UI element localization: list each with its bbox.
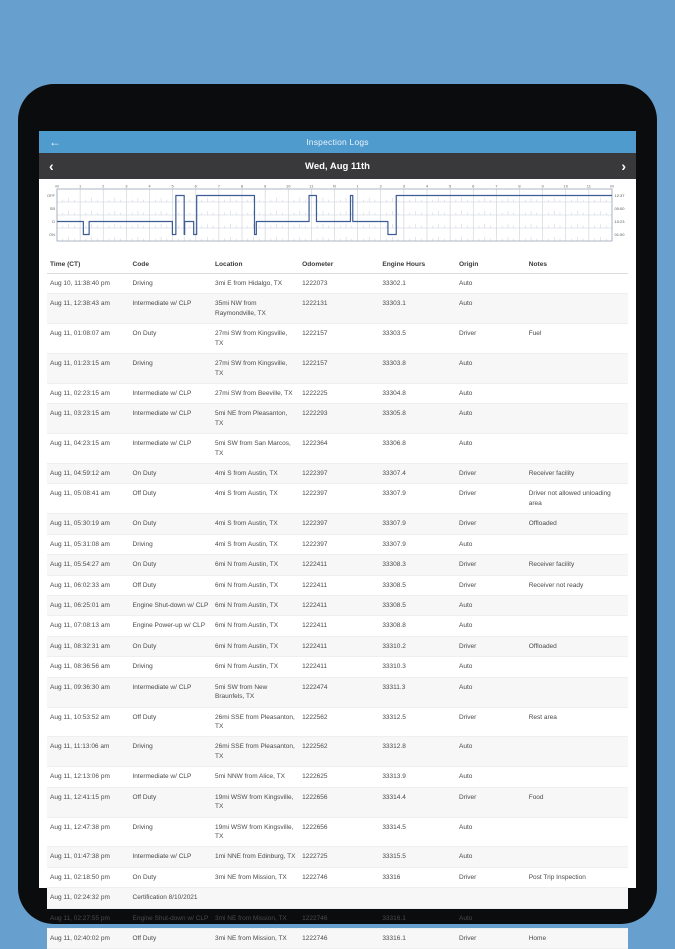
svg-text:8: 8 bbox=[240, 183, 244, 189]
svg-text:ON: ON bbox=[49, 231, 55, 237]
cell-origin: Auto bbox=[456, 767, 526, 787]
cell-time: Aug 11, 06:02:33 am bbox=[47, 575, 130, 595]
cell-engine-hours: 33307.9 bbox=[379, 514, 456, 534]
cell-engine-hours bbox=[379, 888, 456, 908]
cell-code: Driving bbox=[130, 274, 213, 294]
cell-location bbox=[212, 888, 299, 908]
cell-code: Intermediate w/ CLP bbox=[130, 767, 213, 787]
app-screen bbox=[39, 131, 636, 943]
column-header-odometer: Odometer bbox=[299, 256, 379, 274]
table-row[interactable] bbox=[47, 274, 628, 294]
cell-time: Aug 11, 02:24:32 pm bbox=[47, 888, 130, 908]
svg-text:00:00: 00:00 bbox=[614, 205, 625, 211]
cell-code: Driving bbox=[130, 737, 213, 767]
cell-odometer: 1222725 bbox=[299, 847, 379, 867]
cell-notes bbox=[526, 274, 628, 294]
cell-notes bbox=[526, 616, 628, 636]
table-row[interactable] bbox=[47, 294, 628, 324]
cell-code: Driving bbox=[130, 657, 213, 677]
cell-odometer: 1222225 bbox=[299, 383, 379, 403]
cell-engine-hours: 33310.3 bbox=[379, 657, 456, 677]
cell-notes bbox=[526, 434, 628, 464]
logs-table-header bbox=[47, 256, 628, 274]
cell-origin: Driver bbox=[456, 555, 526, 575]
cell-location: 1mi NNE from Edinburg, TX bbox=[212, 847, 299, 867]
cell-engine-hours: 33314.5 bbox=[379, 817, 456, 847]
cell-engine-hours: 33306.8 bbox=[379, 434, 456, 464]
cell-notes: Food bbox=[526, 787, 628, 817]
cell-code: Off Duty bbox=[130, 787, 213, 817]
table-row[interactable] bbox=[47, 867, 628, 887]
cell-code: On Duty bbox=[130, 555, 213, 575]
cell-odometer: 1222397 bbox=[299, 464, 379, 484]
table-row[interactable] bbox=[47, 434, 628, 464]
cell-code: Intermediate w/ CLP bbox=[130, 677, 213, 707]
cell-odometer: 1222364 bbox=[299, 434, 379, 464]
cell-engine-hours: 33302.1 bbox=[379, 274, 456, 294]
cell-time: Aug 11, 08:36:56 am bbox=[47, 657, 130, 677]
cell-odometer bbox=[299, 888, 379, 908]
svg-text:M: M bbox=[55, 183, 59, 189]
table-row[interactable] bbox=[47, 404, 628, 434]
cell-engine-hours: 33307.9 bbox=[379, 484, 456, 514]
cell-engine-hours: 33316 bbox=[379, 867, 456, 887]
column-header-origin: Origin bbox=[456, 256, 526, 274]
cell-odometer: 1222411 bbox=[299, 575, 379, 595]
cell-notes: Receiver not ready bbox=[526, 575, 628, 595]
cell-notes bbox=[526, 354, 628, 384]
cell-odometer: 1222131 bbox=[299, 294, 379, 324]
cell-code: Intermediate w/ CLP bbox=[130, 847, 213, 867]
cell-location: 6mi N from Austin, TX bbox=[212, 657, 299, 677]
cell-location: 5mi NE from Pleasanton, TX bbox=[212, 404, 299, 434]
cell-location: 5mi SW from New Braunfels, TX bbox=[212, 677, 299, 707]
cell-origin: Auto bbox=[456, 434, 526, 464]
cell-notes bbox=[526, 294, 628, 324]
cell-notes: Post Trip Inspection bbox=[526, 867, 628, 887]
cell-location: 5mi SW from San Marcos, TX bbox=[212, 434, 299, 464]
column-header-time: Time (CT) bbox=[47, 256, 130, 274]
cell-time: Aug 11, 02:18:50 pm bbox=[47, 867, 130, 887]
cell-origin bbox=[456, 888, 526, 908]
svg-text:N: N bbox=[333, 183, 336, 189]
cell-engine-hours: 33314.4 bbox=[379, 787, 456, 817]
cell-notes bbox=[526, 404, 628, 434]
table-row[interactable] bbox=[47, 555, 628, 575]
cell-time: Aug 11, 04:59:12 am bbox=[47, 464, 130, 484]
cell-origin: Driver bbox=[456, 636, 526, 656]
previous-day-button[interactable]: ‹ bbox=[49, 158, 54, 174]
table-row[interactable] bbox=[47, 929, 628, 949]
table-row[interactable] bbox=[47, 737, 628, 767]
cell-code: Intermediate w/ CLP bbox=[130, 434, 213, 464]
cell-odometer: 1222073 bbox=[299, 274, 379, 294]
cell-engine-hours: 33308.5 bbox=[379, 596, 456, 616]
cell-odometer: 1222397 bbox=[299, 534, 379, 554]
table-row[interactable] bbox=[47, 596, 628, 616]
cell-odometer: 1222397 bbox=[299, 484, 379, 514]
table-row[interactable] bbox=[47, 616, 628, 636]
table-row[interactable] bbox=[47, 657, 628, 677]
cell-location: 3mi NE from Mission, TX bbox=[212, 867, 299, 887]
cell-odometer: 1222293 bbox=[299, 404, 379, 434]
cell-engine-hours: 33311.3 bbox=[379, 677, 456, 707]
cell-notes: Offloaded bbox=[526, 514, 628, 534]
svg-text:01:00: 01:00 bbox=[614, 231, 625, 237]
cell-engine-hours: 33308.3 bbox=[379, 555, 456, 575]
page-title: Inspection Logs bbox=[306, 137, 369, 147]
cell-engine-hours: 33303.8 bbox=[379, 354, 456, 384]
cell-time: Aug 11, 01:47:38 pm bbox=[47, 847, 130, 867]
svg-text:9: 9 bbox=[541, 183, 544, 189]
cell-location: 6mi N from Austin, TX bbox=[212, 596, 299, 616]
svg-text:8: 8 bbox=[518, 183, 521, 189]
cell-odometer: 1222625 bbox=[299, 767, 379, 787]
cell-time: Aug 11, 12:47:38 pm bbox=[47, 817, 130, 847]
cell-odometer: 1222411 bbox=[299, 657, 379, 677]
cell-odometer: 1222562 bbox=[299, 707, 379, 737]
cell-code: On Duty bbox=[130, 464, 213, 484]
cell-time: Aug 11, 06:25:01 am bbox=[47, 596, 130, 616]
cell-engine-hours: 33316.1 bbox=[379, 908, 456, 928]
cell-location: 4mi S from Austin, TX bbox=[212, 514, 299, 534]
cell-origin: Auto bbox=[456, 657, 526, 677]
svg-text:1: 1 bbox=[79, 183, 82, 189]
svg-text:3: 3 bbox=[402, 183, 405, 189]
cell-time: Aug 11, 12:13:06 pm bbox=[47, 767, 130, 787]
svg-text:3: 3 bbox=[125, 183, 128, 189]
cell-origin: Driver bbox=[456, 324, 526, 354]
cell-location: 6mi N from Austin, TX bbox=[212, 616, 299, 636]
logs-table bbox=[47, 256, 628, 949]
cell-odometer: 1222411 bbox=[299, 555, 379, 575]
cell-time: Aug 11, 05:30:19 am bbox=[47, 514, 130, 534]
cell-code: Off Duty bbox=[130, 575, 213, 595]
cell-engine-hours: 33307.9 bbox=[379, 534, 456, 554]
cell-notes: Receiver facility bbox=[526, 555, 628, 575]
svg-text:M: M bbox=[610, 183, 614, 189]
table-row[interactable] bbox=[47, 908, 628, 928]
cell-time: Aug 11, 02:40:02 pm bbox=[47, 929, 130, 949]
cell-origin: Auto bbox=[456, 534, 526, 554]
svg-text:4: 4 bbox=[148, 183, 151, 189]
cell-origin: Auto bbox=[456, 354, 526, 384]
cell-origin: Auto bbox=[456, 737, 526, 767]
table-row[interactable] bbox=[47, 677, 628, 707]
cell-engine-hours: 33312.8 bbox=[379, 737, 456, 767]
cell-code: Certification 8/10/2021 bbox=[130, 888, 213, 908]
cell-engine-hours: 33305.8 bbox=[379, 404, 456, 434]
cell-notes: Receiver facility bbox=[526, 464, 628, 484]
svg-text:5: 5 bbox=[171, 183, 174, 189]
cell-notes bbox=[526, 908, 628, 928]
cell-location: 5mi NNW from Alice, TX bbox=[212, 767, 299, 787]
cell-code: Driving bbox=[130, 354, 213, 384]
cell-location: 27mi SW from Kingsville, TX bbox=[212, 354, 299, 384]
cell-engine-hours: 33303.1 bbox=[379, 294, 456, 324]
cell-origin: Driver bbox=[456, 867, 526, 887]
cell-code: Intermediate w/ CLP bbox=[130, 404, 213, 434]
cell-odometer: 1222411 bbox=[299, 596, 379, 616]
cell-odometer: 1222157 bbox=[299, 354, 379, 384]
table-row[interactable] bbox=[47, 464, 628, 484]
column-header-location: Location bbox=[212, 256, 299, 274]
svg-text:10:23: 10:23 bbox=[614, 218, 625, 224]
cell-time: Aug 11, 01:23:15 am bbox=[47, 354, 130, 384]
cell-location: 27mi SW from Beeville, TX bbox=[212, 383, 299, 403]
cell-location: 4mi S from Austin, TX bbox=[212, 464, 299, 484]
cell-code: Off Duty bbox=[130, 484, 213, 514]
hos-log-chart bbox=[39, 179, 636, 252]
cell-notes bbox=[526, 847, 628, 867]
cell-origin: Driver bbox=[456, 575, 526, 595]
cell-engine-hours: 33308.5 bbox=[379, 575, 456, 595]
date-navigation-bar bbox=[39, 153, 636, 179]
cell-origin: Driver bbox=[456, 787, 526, 817]
cell-notes bbox=[526, 534, 628, 554]
cell-engine-hours: 33316.1 bbox=[379, 929, 456, 949]
cell-notes bbox=[526, 767, 628, 787]
cell-time: Aug 11, 08:32:31 am bbox=[47, 636, 130, 656]
svg-text:7: 7 bbox=[217, 183, 220, 189]
svg-text:11: 11 bbox=[309, 183, 314, 189]
cell-origin: Auto bbox=[456, 294, 526, 324]
hos-log-chart-svg bbox=[42, 183, 633, 245]
table-row[interactable] bbox=[47, 636, 628, 656]
cell-odometer: 1222746 bbox=[299, 867, 379, 887]
cell-engine-hours: 33308.8 bbox=[379, 616, 456, 636]
svg-text:SB: SB bbox=[49, 205, 55, 211]
cell-code: On Duty bbox=[130, 514, 213, 534]
cell-notes: Fuel bbox=[526, 324, 628, 354]
cell-engine-hours: 33310.2 bbox=[379, 636, 456, 656]
cell-odometer: 1222746 bbox=[299, 929, 379, 949]
cell-code: Intermediate w/ CLP bbox=[130, 294, 213, 324]
cell-time: Aug 11, 02:23:15 am bbox=[47, 383, 130, 403]
table-row[interactable] bbox=[47, 707, 628, 737]
tablet-frame bbox=[18, 84, 657, 943]
cell-origin: Auto bbox=[456, 677, 526, 707]
cell-code: On Duty bbox=[130, 867, 213, 887]
table-row[interactable] bbox=[47, 847, 628, 867]
table-row[interactable] bbox=[47, 787, 628, 817]
cell-origin: Driver bbox=[456, 707, 526, 737]
cell-time: Aug 11, 11:13:06 am bbox=[47, 737, 130, 767]
app-header bbox=[39, 131, 636, 153]
cell-origin: Driver bbox=[456, 484, 526, 514]
cell-origin: Auto bbox=[456, 596, 526, 616]
cell-notes bbox=[526, 383, 628, 403]
cell-code: On Duty bbox=[130, 324, 213, 354]
cell-engine-hours: 33307.4 bbox=[379, 464, 456, 484]
svg-text:10: 10 bbox=[563, 183, 568, 189]
cell-origin: Auto bbox=[456, 817, 526, 847]
svg-text:2: 2 bbox=[379, 183, 382, 189]
cell-odometer: 1222746 bbox=[299, 908, 379, 928]
cell-odometer: 1222562 bbox=[299, 737, 379, 767]
column-header-code: Code bbox=[130, 256, 213, 274]
cell-location: 19mi WSW from Kingsville, TX bbox=[212, 817, 299, 847]
cell-odometer: 1222656 bbox=[299, 817, 379, 847]
svg-text:6: 6 bbox=[194, 183, 197, 189]
cell-code: Driving bbox=[130, 817, 213, 847]
cell-time: Aug 10, 11:38:40 pm bbox=[47, 274, 130, 294]
cell-time: Aug 11, 12:38:43 am bbox=[47, 294, 130, 324]
logs-table-container bbox=[39, 252, 636, 949]
cell-time: Aug 11, 07:08:13 am bbox=[47, 616, 130, 636]
cell-engine-hours: 33304.8 bbox=[379, 383, 456, 403]
cell-time: Aug 11, 09:36:30 am bbox=[47, 677, 130, 707]
svg-text:10: 10 bbox=[286, 183, 291, 189]
cell-location: 26mi SSE from Pleasanton, TX bbox=[212, 707, 299, 737]
cell-origin: Auto bbox=[456, 404, 526, 434]
cell-location: 19mi WSW from Kingsville, TX bbox=[212, 787, 299, 817]
date-label: Wed, Aug 11th bbox=[305, 160, 370, 172]
cell-time: Aug 11, 04:23:15 am bbox=[47, 434, 130, 464]
svg-text:5: 5 bbox=[449, 183, 452, 189]
cell-odometer: 1222411 bbox=[299, 636, 379, 656]
cell-origin: Driver bbox=[456, 929, 526, 949]
table-row[interactable] bbox=[47, 767, 628, 787]
svg-text:4: 4 bbox=[425, 183, 429, 189]
cell-code: Engine Power-up w/ CLP bbox=[130, 616, 213, 636]
cell-location: 26mi SSE from Pleasanton, TX bbox=[212, 737, 299, 767]
cell-engine-hours: 33312.5 bbox=[379, 707, 456, 737]
cell-location: 4mi S from Austin, TX bbox=[212, 534, 299, 554]
cell-location: 3mi E from Hidalgo, TX bbox=[212, 274, 299, 294]
table-row[interactable] bbox=[47, 534, 628, 554]
cell-odometer: 1222397 bbox=[299, 514, 379, 534]
cell-origin: Auto bbox=[456, 847, 526, 867]
column-header-notes: Notes bbox=[526, 256, 628, 274]
svg-text:9: 9 bbox=[264, 183, 267, 189]
svg-text:11: 11 bbox=[586, 183, 591, 189]
back-button[interactable]: ← bbox=[49, 135, 61, 149]
cell-origin: Auto bbox=[456, 383, 526, 403]
cell-engine-hours: 33315.5 bbox=[379, 847, 456, 867]
cell-notes bbox=[526, 888, 628, 908]
table-row[interactable] bbox=[47, 514, 628, 534]
table-row[interactable] bbox=[47, 484, 628, 514]
cell-origin: Auto bbox=[456, 274, 526, 294]
svg-text:12:37: 12:37 bbox=[614, 192, 625, 198]
cell-location: 4mi S from Austin, TX bbox=[212, 484, 299, 514]
cell-time: Aug 11, 02:27:55 pm bbox=[47, 908, 130, 928]
cell-odometer: 1222474 bbox=[299, 677, 379, 707]
cell-time: Aug 11, 12:41:15 pm bbox=[47, 787, 130, 817]
cell-notes bbox=[526, 737, 628, 767]
cell-code: Off Duty bbox=[130, 707, 213, 737]
cell-time: Aug 11, 03:23:15 am bbox=[47, 404, 130, 434]
cell-location: 6mi N from Austin, TX bbox=[212, 575, 299, 595]
cell-notes bbox=[526, 657, 628, 677]
cell-notes bbox=[526, 596, 628, 616]
cell-location: 6mi N from Austin, TX bbox=[212, 555, 299, 575]
cell-origin: Auto bbox=[456, 616, 526, 636]
cell-time: Aug 11, 01:08:07 am bbox=[47, 324, 130, 354]
cell-odometer: 1222157 bbox=[299, 324, 379, 354]
cell-code: Driving bbox=[130, 534, 213, 554]
cell-engine-hours: 33313.9 bbox=[379, 767, 456, 787]
cell-time: Aug 11, 10:53:52 am bbox=[47, 707, 130, 737]
cell-location: 3mi NE from Mission, TX bbox=[212, 929, 299, 949]
cell-engine-hours: 33303.5 bbox=[379, 324, 456, 354]
svg-text:2: 2 bbox=[102, 183, 105, 189]
cell-location: 3mi NE from Mission, TX bbox=[212, 908, 299, 928]
cell-code: Intermediate w/ CLP bbox=[130, 383, 213, 403]
svg-text:1: 1 bbox=[356, 183, 359, 189]
cell-time: Aug 11, 05:54:27 am bbox=[47, 555, 130, 575]
cell-code: Engine Shut-down w/ CLP bbox=[130, 596, 213, 616]
cell-odometer: 1222656 bbox=[299, 787, 379, 817]
cell-notes: Driver not allowed unloading area bbox=[526, 484, 628, 514]
cell-time: Aug 11, 05:08:41 am bbox=[47, 484, 130, 514]
table-row[interactable] bbox=[47, 324, 628, 354]
cell-notes bbox=[526, 677, 628, 707]
cell-notes bbox=[526, 817, 628, 847]
table-row[interactable] bbox=[47, 575, 628, 595]
svg-text:7: 7 bbox=[495, 183, 498, 189]
table-row[interactable] bbox=[47, 817, 628, 847]
cell-location: 27mi SW from Kingsville, TX bbox=[212, 324, 299, 354]
cell-code: Engine Shut-down w/ CLP bbox=[130, 908, 213, 928]
cell-notes: Offloaded bbox=[526, 636, 628, 656]
cell-odometer: 1222411 bbox=[299, 616, 379, 636]
cell-time: Aug 11, 05:31:08 am bbox=[47, 534, 130, 554]
next-day-button[interactable]: › bbox=[621, 158, 626, 174]
svg-text:6: 6 bbox=[472, 183, 475, 189]
svg-text:OFF: OFF bbox=[47, 192, 55, 198]
cell-origin: Driver bbox=[456, 464, 526, 484]
table-row[interactable] bbox=[47, 383, 628, 403]
column-header-engine-hours: Engine Hours bbox=[379, 256, 456, 274]
svg-text:D: D bbox=[52, 218, 55, 224]
table-row[interactable] bbox=[47, 354, 628, 384]
cell-code: On Duty bbox=[130, 636, 213, 656]
cell-notes: Rest area bbox=[526, 707, 628, 737]
cell-origin: Auto bbox=[456, 908, 526, 928]
cell-notes: Home bbox=[526, 929, 628, 949]
cell-code: Off Duty bbox=[130, 929, 213, 949]
cell-origin: Driver bbox=[456, 514, 526, 534]
cell-location: 6mi N from Austin, TX bbox=[212, 636, 299, 656]
table-row[interactable] bbox=[47, 888, 628, 908]
cell-location: 35mi NW from Raymondville, TX bbox=[212, 294, 299, 324]
